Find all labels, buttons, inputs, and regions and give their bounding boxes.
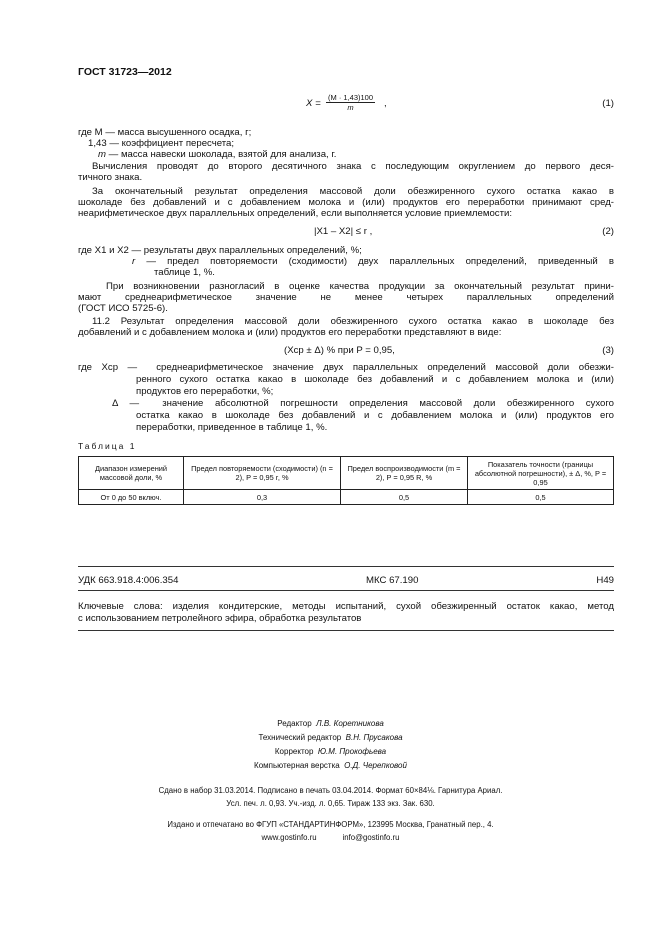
credit-tech-editor: Технический редактор В.Н. Прусакова — [258, 733, 403, 742]
where-2-line-1: где X1 и X2 — результаты двух параллельных определений, %; — [78, 245, 362, 256]
footer-rule-mid — [78, 590, 614, 591]
equation-1-number: (1) — [602, 98, 614, 109]
credit-layout: Компьютерная верстка О.Д. Черепковой — [254, 761, 407, 770]
para-1-line-2: тичного знака. — [78, 172, 143, 183]
keywords-line-2: с использованием петролейного эфира, обработка результатов — [78, 613, 362, 624]
print-details-2: Усл. печ. л. 0,93. Уч.-изд. л. 0,65. Тираж 133 экз. Зак. 630. — [226, 799, 435, 808]
publisher-line: Издано и отпечатано во ФГУП «СТАНДАРТИНФОРМ», 123995 Москва, Гранатный пер., 4. — [167, 820, 494, 829]
where-3-line-2: ренного сухого остатка какао в шоколаде без добавлений и с добавлением молока и (или) — [136, 374, 614, 385]
print-details-1: Сдано в набор 31.03.2014. Подписано в печать 03.04.2014. Формат 60×84⅛. Гарнитура Ариал. — [158, 786, 503, 795]
table-header-row — [79, 457, 614, 490]
footer-rule-top — [78, 566, 614, 567]
equation-2 — [78, 226, 614, 240]
table-cell: От 0 до 50 включ. — [79, 490, 184, 505]
table-cell: 0,3 — [184, 490, 341, 505]
table-cell: 0,5 — [468, 490, 614, 505]
where-1-line-3: m — масса навески шоколада, взятой для анализа, г. — [98, 149, 337, 160]
equation-2-number: (2) — [602, 226, 614, 237]
where-1-line-2: 1,43 — коэффициент пересчета; — [88, 138, 235, 149]
document-header: ГОСТ 31723—2012 — [78, 66, 172, 78]
mks-code: МКС 67.190 — [366, 575, 419, 586]
para-3-line-2: мают среднеарифметическое значение не менее четырех параллельных определений — [78, 292, 614, 303]
equation-3 — [78, 345, 614, 359]
equation-1-denominator: m — [347, 103, 354, 112]
where-3-line-6: переработки, приведенное в таблице 1, %. — [136, 422, 328, 433]
equation-3-number: (3) — [602, 345, 614, 356]
equation-2-body: |X1 – X2| ≤ r , — [314, 226, 373, 237]
where-1-line-1: где M — масса высушенного осадка, г; — [78, 127, 252, 138]
udk-code: УДК 663.918.4:006.354 — [78, 575, 179, 586]
table-cell: 0,5 — [341, 490, 468, 505]
table-caption: Таблица 1 — [78, 441, 137, 451]
website-link[interactable]: www.gostinfo.ru — [261, 833, 317, 842]
contact-line — [0, 831, 661, 845]
credit-editor: Редактор Л.В. Коретникова — [277, 719, 384, 728]
table-row — [79, 490, 614, 505]
equation-1-tail: , — [384, 98, 387, 109]
classifier-code: H49 — [596, 575, 614, 586]
para-2-line-3: неарифметическое двух параллельных определений, если выполняется условие приемлемости: — [78, 208, 512, 219]
footer-rule-bottom — [78, 630, 614, 631]
where-2-line-2: r — предел повторяемости (сходимости) двух параллельных определений, приведенный в — [132, 256, 614, 267]
equation-1-fraction — [326, 92, 375, 112]
email-link[interactable]: info@gostinfo.ru — [342, 833, 400, 842]
where-3-line-1: где Xср — среднеарифметическое значение двух параллельных определений массовой доли обезжи- — [78, 362, 614, 373]
para-4-line-1: 11.2 Результат определения массовой доли обезжиренного сухого остатка какао в шоколаде без — [92, 316, 614, 327]
where-3-line-4: Δ — значение абсолютной погрешности определения массовой доли обезжиренного сухого — [112, 398, 614, 409]
para-3-line-3: (ГОСТ ИСО 5725-6). — [78, 303, 168, 314]
equation-1-numerator: (M · 1,43)100 — [328, 93, 374, 102]
where-2-line-3: таблице 1, %. — [154, 267, 215, 278]
para-3-line-1: При возникновении разногласий в оценке качества продукции за окончательный результат прини- — [106, 281, 614, 292]
table-header-cell: Предел воспроизводимости (m = 2), P = 0,95 R, % — [341, 457, 468, 490]
where-3-line-3: продуктов его переработки, %; — [136, 386, 274, 397]
para-1-line-1: Вычисления проводят до второго десятичного знака с последующим округлением до первого деся- — [92, 161, 614, 172]
keywords-line-1: Ключевые слова: изделия кондитерские, методы испытаний, сухой обезжиренный остаток какао, метод — [78, 601, 614, 612]
para-4-line-2: добавлений и с добавлением молока и (или) продуктов его переработки представляют в виде: — [78, 327, 502, 338]
equation-3-body: (Xср ± Δ) % при P = 0,95, — [284, 345, 395, 356]
para-2-line-2: шоколаде без добавлений и с добавлением молока и (или) продуктов его переработки принимают сред- — [78, 197, 614, 208]
table-header-cell: Диапазон измерений массовой доли, % — [79, 457, 184, 490]
credit-proofreader: Корректор Ю.М. Прокофьева — [274, 747, 387, 756]
table-header-cell: Предел повторяемости (сходимости) (n = 2), P = 0,95 r, % — [184, 457, 341, 490]
accuracy-table — [78, 456, 614, 505]
equation-1-lhs: X = — [306, 98, 321, 109]
para-2-line-1: За окончательный результат определения массовой доли обезжиренного сухого остатка какао в — [92, 186, 614, 197]
where-3-line-5: остатка какао в шоколаде без добавлений и с добавлением молока и (или) продуктов его — [136, 410, 614, 421]
table-header-cell: Показатель точности (границы абсолютной погрешности), ± Δ, %, P = 0,95 — [468, 457, 614, 490]
